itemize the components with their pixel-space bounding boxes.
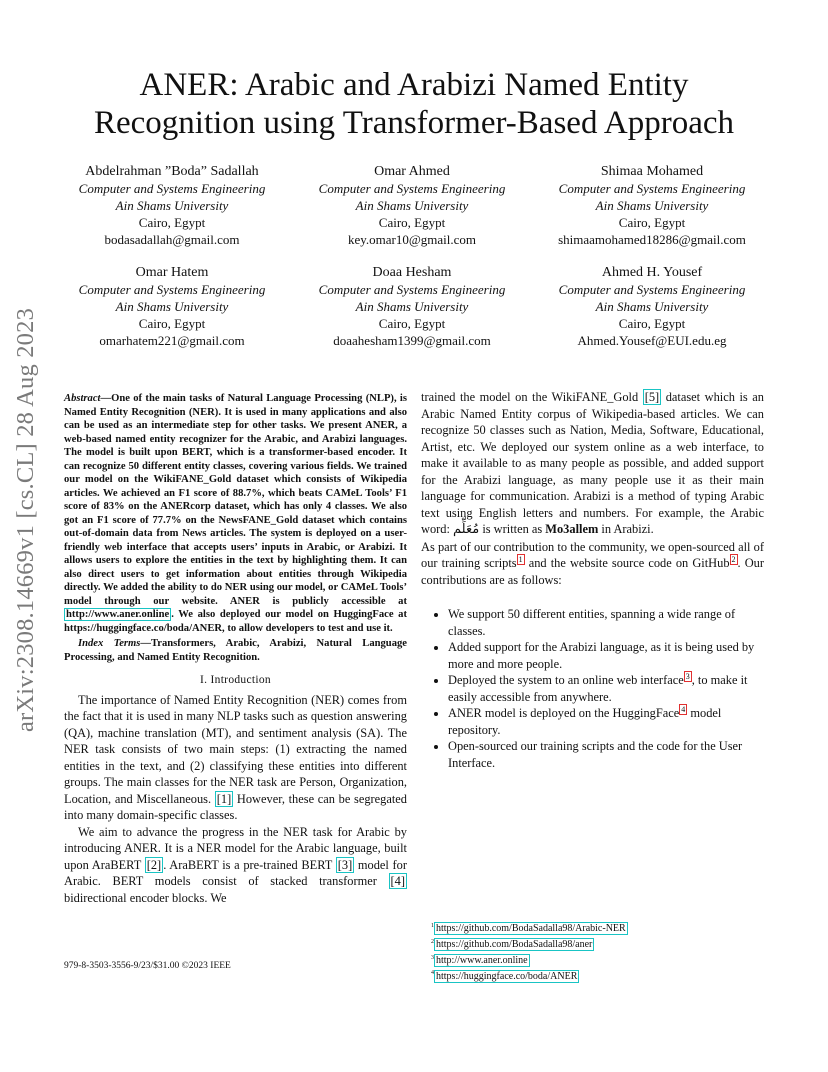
author-email: key.omar10@gmail.com [347,232,477,247]
arabic-word: مُعَلِّم [453,522,480,537]
author-card [292,163,532,248]
footnote-link[interactable]: https://huggingface.co/boda/ANER [436,970,578,982]
intro-text: model for Arabic. BERT models consist of stacked transformer [64,857,407,888]
body-text: . Our contributions are as follows: [421,556,765,587]
footnote-number: 3 [431,954,434,961]
citation-3[interactable]: [3] [337,857,353,872]
section-heading-introduction: I. Introduction [200,674,271,686]
author-email: omarhatem221@gmail.com [99,333,245,348]
abstract-text-end: . We also deployed our model on HuggingFace at https://huggingface.co/boda/ANER, to allow developers to test and use it. [64,609,407,634]
copyright-notice: 979-8-3503-3556-9/23/$31.00 ©2023 IEEE [64,961,231,971]
author-card [532,264,772,349]
paper-title [60,66,768,142]
author-university: Ain Shams University [115,299,229,314]
right-column [421,389,764,771]
footnote-link[interactable]: https://github.com/BodaSadalla98/aner [436,939,593,951]
footnote [431,920,628,936]
author-name: Omar Ahmed [374,164,450,179]
body-text: is written as [479,522,546,536]
footnote-number: 4 [431,970,434,977]
citation-5[interactable]: [5] [644,390,660,404]
index-terms [64,637,407,664]
intro-text: We aim to advance the progress in the NER task for Arabic by introducing ANER. It is a NER model for the Arabic language, built upon AraBERT [64,824,407,872]
author-email: doaahesham1399@gmail.com [333,333,491,348]
author-university: Ain Shams University [355,299,469,314]
author-name: Abdelrahman ”Boda” Sadallah [85,164,259,179]
author-location: Cairo, Egypt [618,316,686,331]
footnote-number: 1 [431,923,434,929]
footnote-link[interactable]: http://www.aner.online [436,954,528,966]
list-item-text: Deployed the system to an online web interface [448,673,684,687]
footnote [431,936,628,952]
footnote-mark-1[interactable]: 1 [518,554,523,564]
author-department: Computer and Systems Engineering [318,282,506,297]
index-terms-label: Index Terms [78,638,141,649]
footnote-link[interactable]: https://github.com/BodaSadalla98/Arabic-NER [436,923,626,935]
body-text: in Arabizi. [598,522,654,536]
abstract-label: Abstract [64,393,101,404]
list-item: • Open-sourced our training scripts and the code for the User Interface. [448,738,764,771]
intro-text: However, these can be segregated into many domain-specific classes. [64,791,407,822]
arxiv-sidebar [6,285,46,755]
author-department: Computer and Systems Engineering [558,282,746,297]
author-department: Computer and Systems Engineering [558,181,746,196]
author-department: Computer and Systems Engineering [78,282,266,297]
list-item-text: model repository. [448,706,722,737]
title-line-2: Recognition using Transformer-Based Approach [93,105,734,141]
list-item: • Added support for the Arabizi language, as it is being used by more and more people. [448,639,764,672]
intro-text: bidirectional encoder blocks. We [64,890,227,905]
citation-2[interactable]: [2] [146,857,162,872]
abstract [64,392,407,635]
body-text: and the website source code on GitHub [524,556,730,570]
right-paragraph-1 [421,389,764,539]
intro-paragraph-2 [64,824,407,907]
author-location: Cairo, Egypt [138,215,206,230]
index-terms-text: —Transformers, Arabic, Arabizi, Natural Language Processing, and Named Entity Recognition. [64,638,407,663]
footnote-number: 2 [431,938,434,945]
author-card [292,264,532,349]
list-item [448,705,764,738]
footnote-mark-4[interactable]: 4 [681,704,686,714]
author-email: Ahmed.Yousef@EUI.edu.eg [577,333,727,348]
intro-paragraph-1 [64,692,407,824]
aner-website-link[interactable]: http://www.aner.online [66,609,170,620]
author-location: Cairo, Egypt [378,215,446,230]
abstract-text: —One of the main tasks of Natural Language Processing (NLP), is Named Entity Recognition (NER). It is used in many applications and also can be used as an intermediate step for other tasks. We present ANER, a web-based named entity recognizer for the Arabic, and Arabizi languages. The model is built upon BERT, which is a transformer-based encoder. It can recognize 50 different entity classes, covering various fields. We trained our model on the WikiFANE_Gold dataset which consists of Wikipedia articles. We achieved an F1 score of 88.7%, which beats CAMeL Tools’ F1 score of 83% on the ANERcorp dataset, which has only 4 classes. We also got an F1 score of 77.7% on the NewsFANE_Gold dataset which contains out-of-domain data from News articles. The system is deployed on a user-friendly web interface that accepts users’ inputs in Arabic, or Arabizi. It allows users to explore the entities in the text by highlighting them. It can also direct users to get information about entities through Wikipedia directly. We added the ability to do NER using our model, or CAMeL Tools’ model through our website. ANER is publicly accessible at [64,393,407,607]
author-email: shimaamohamed18286@gmail.com [558,232,746,247]
intro-text: The importance of Named Entity Recognition (NER) comes from the fact that it is used in many NLP tasks such as question answering (QA), machine translation (MT), and sentiment analysis (SA). The NER task consists of two main steps: (1) extracting the named entities in the text, and (2) classifying these entities into different groups. The main classes for the NER task are Person, Organization, Location, and Miscellaneous. [64,692,407,806]
body-text: trained the model on the WikiFANE_Gold [421,390,643,404]
author-card [52,264,292,349]
footnote-mark-3[interactable]: 3 [685,671,690,681]
left-column [64,392,407,906]
author-name: Omar Hatem [135,265,209,280]
body-text: dataset which is an Arabic Named Entity corpus of Wikipedia-based articles. We can recognize 50 classes such as Nation, Media, Software, Educational, Artist, etc. We deployed our system online as a web interface, to make it available to as many people as possible, and added support for the Arabizi language, as many people use it as their main language for communication. Arabizi is a method of typing Arabic text using English letters and numbers. For example, the Arabic word: [421,390,764,536]
author-card [532,163,772,248]
author-university: Ain Shams University [115,198,229,213]
author-department: Computer and Systems Engineering [318,181,506,196]
arabizi-word: Mo3allem [545,522,599,536]
author-name: Doaa Hesham [372,265,452,280]
right-paragraph-2 [421,539,764,589]
author-block-row-1 [52,163,772,248]
author-location: Cairo, Egypt [618,215,686,230]
author-university: Ain Shams University [595,299,709,314]
author-card [52,163,292,248]
author-university: Ain Shams University [355,198,469,213]
footnote [431,952,628,968]
author-email: bodasadallah@gmail.com [104,232,240,247]
list-item: • We support 50 different entities, spanning a wide range of classes. [448,606,764,639]
author-name: Ahmed H. Yousef [601,265,703,280]
citation-4[interactable]: [4] [390,874,405,888]
author-block-row-2 [52,264,772,349]
list-item-text: , to make it easily accessible from anywhere. [448,673,748,704]
contributions-list [421,606,764,771]
footnotes [431,920,628,983]
list-item [448,672,764,705]
author-name: Shimaa Mohamed [600,164,704,179]
footnote [431,967,628,983]
title-line-1: ANER: Arabic and Arabizi Named Entity [139,67,689,103]
author-location: Cairo, Egypt [378,316,446,331]
intro-text: . AraBERT is a pre-trained BERT [163,857,336,872]
author-department: Computer and Systems Engineering [78,181,266,196]
arxiv-identifier: arXiv:2308.14669v1 [cs.CL] 28 Aug 2023 [12,307,39,733]
author-location: Cairo, Egypt [138,316,206,331]
body-text: As part of our contribution to the community, we open-sourced all of our training scripts [421,539,764,570]
list-item-text: ANER model is deployed on the HuggingFace [448,706,680,720]
citation-1[interactable]: [1] [216,791,232,806]
author-university: Ain Shams University [595,198,709,213]
footnote-mark-2[interactable]: 2 [731,554,736,564]
